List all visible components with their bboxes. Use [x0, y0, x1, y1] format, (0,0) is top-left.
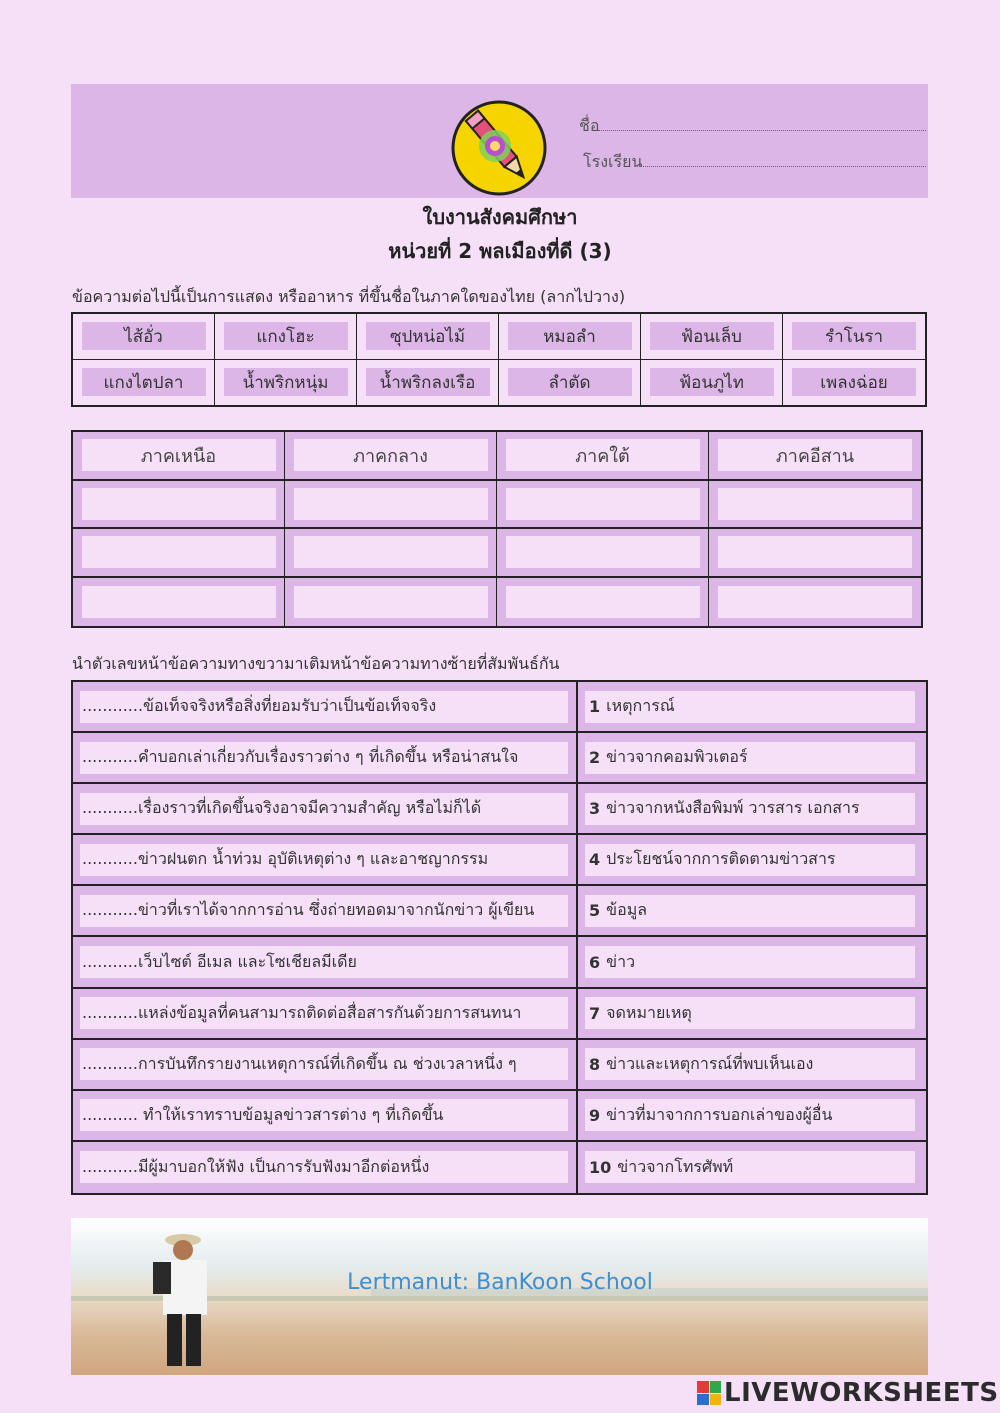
region-header-central: ภาคกลาง	[294, 439, 488, 471]
item-number: 5	[589, 901, 601, 921]
pencil-logo-icon	[451, 100, 547, 196]
matching-left-item[interactable]: ...........ข่าวที่เราได้จากการอ่าน ซึ่งถ่ายทอดมาจากนักข่าว ผู้เขียน	[80, 895, 568, 927]
choices-table	[71, 312, 927, 407]
choice-chip[interactable]: รำโนรา	[792, 322, 916, 350]
drop-zone[interactable]	[718, 586, 912, 618]
item-text: ข้อมูล	[606, 900, 648, 920]
item-number: 3	[589, 799, 601, 819]
item-text: จดหมายเหตุ	[606, 1002, 692, 1022]
drop-zone[interactable]	[82, 536, 276, 568]
matching-right-item	[585, 844, 915, 876]
matching-left-item[interactable]: ...........คำบอกเล่าเกี่ยวกับเรื่องราวต่าง ๆ ที่เกิดขึ้น หรือน่าสนใจ	[80, 742, 568, 774]
matching-left-item[interactable]: ...........มีผู้มาบอกให้ฟัง เป็นการรับฟังมาอีกต่อหนึ่ง	[80, 1151, 568, 1183]
choice-chip[interactable]: น้ำพริกลงเรือ	[366, 368, 490, 396]
item-text: ข่าวและเหตุการณ์ที่พบเห็นเอง	[606, 1053, 814, 1073]
matching-right-item	[585, 793, 915, 825]
item-text: ประโยชน์จากการติดตามข่าวสาร	[606, 849, 836, 869]
choice-chip[interactable]: ไส้อั่ว	[82, 322, 206, 350]
choice-chip[interactable]: น้ำพริกหนุ่ม	[224, 368, 348, 396]
item-text: ข่าวที่มาจากการบอกเล่าของผู้อื่น	[606, 1104, 833, 1124]
drop-zone[interactable]	[82, 586, 276, 618]
matching-right-item	[585, 895, 915, 927]
liveworksheets-brand	[697, 1378, 999, 1408]
choice-chip[interactable]: ฟ้อนเล็บ	[650, 322, 774, 350]
item-text: ข่าวจากคอมพิวเตอร์	[606, 747, 748, 767]
drop-zone[interactable]	[718, 536, 912, 568]
item-text: ข่าวจากหนังสือพิมพ์ วารสาร เอกสาร	[606, 798, 860, 818]
item-number: 7	[589, 1003, 601, 1023]
school-label: โรงเรียน	[583, 152, 643, 171]
matching-left-item[interactable]: ...........การบันทึกรายงานเหตุการณ์ที่เกิดขึ้น ณ ช่วงเวลาหนึ่ง ๆ	[80, 1048, 568, 1080]
choice-chip[interactable]: ซุปหน่อไม้	[366, 322, 490, 350]
matching-right-item	[585, 691, 915, 723]
matching-right-item	[585, 1151, 915, 1183]
drop-zone[interactable]	[506, 488, 700, 520]
section1-instruction: ข้อความต่อไปนี้เป็นการแสดง หรืออาหาร ที่ขึ้นชื่อในภาคใดของไทย (ลากไปวาง)	[72, 287, 626, 306]
matching-right-item	[585, 742, 915, 774]
matching-left-item[interactable]: ........... ทำให้เราทราบข้อมูลข่าวสารต่าง ๆ ที่เกิดขึ้น	[80, 1099, 568, 1131]
liveworksheets-logo-icon	[697, 1381, 721, 1405]
drop-zone[interactable]	[82, 488, 276, 520]
region-header-northeast: ภาคอีสาน	[718, 439, 912, 471]
matching-right-item	[585, 1099, 915, 1131]
item-text: เหตุการณ์	[606, 696, 675, 716]
name-field[interactable]	[598, 129, 926, 131]
school-field[interactable]	[637, 165, 926, 167]
name-label: ชื่อ	[579, 116, 600, 135]
matching-left-item[interactable]: ...........เรื่องราวที่เกิดขึ้นจริงอาจมีความสำคัญ หรือไม่ก็ได้	[80, 793, 568, 825]
matching-right-item	[585, 997, 915, 1029]
region-header-north: ภาคเหนือ	[82, 439, 276, 471]
matching-left-item[interactable]: ...........แหล่งข้อมูลที่คนสามารถติดต่อสื่อสารกันด้วยการสนทนา	[80, 997, 568, 1029]
drop-zone[interactable]	[294, 586, 488, 618]
matching-left-item[interactable]: ............ข้อเท็จจริงหรือสิ่งที่ยอมรับว่าเป็นข้อเท็จจริง	[80, 691, 568, 723]
matching-right-item	[585, 946, 915, 978]
page-title: ใบงานสังคมศึกษา	[422, 205, 578, 229]
item-number: 2	[589, 748, 601, 768]
footer-photo	[71, 1218, 928, 1375]
brand-name: LIVEWORKSHEETS	[724, 1378, 999, 1408]
matching-left-item[interactable]: ...........ข่าวฝนตก น้ำท่วม อุบัติเหตุต่าง ๆ และอาชญากรรม	[80, 844, 568, 876]
choice-chip[interactable]: ฟ้อนภูไท	[650, 368, 774, 396]
page-subtitle: หน่วยที่ 2 พลเมืองที่ดี (3)	[388, 239, 612, 263]
drop-zone[interactable]	[294, 488, 488, 520]
item-number: 4	[589, 850, 601, 870]
matching-right-item	[585, 1048, 915, 1080]
item-number: 8	[589, 1054, 601, 1074]
drop-zone[interactable]	[718, 488, 912, 520]
item-number: 6	[589, 952, 601, 972]
drop-zone[interactable]	[506, 536, 700, 568]
item-text: ข่าว	[606, 951, 636, 971]
choice-chip[interactable]: แกงโฮะ	[224, 322, 348, 350]
region-header-south: ภาคใต้	[506, 439, 700, 471]
item-number: 9	[589, 1105, 601, 1125]
choice-chip[interactable]: เพลงฉ่อย	[792, 368, 916, 396]
choice-chip[interactable]: แกงไตปลา	[82, 368, 206, 396]
regions-table	[71, 430, 923, 628]
matching-table	[71, 680, 928, 1195]
section2-instruction: นำตัวเลขหน้าข้อความทางขวามาเติมหน้าข้อความทางซ้ายที่สัมพันธ์กัน	[72, 654, 560, 673]
footer-caption: Lertmanut: BanKoon School	[347, 1270, 653, 1295]
item-text: ข่าวจากโทรศัพท์	[617, 1156, 734, 1176]
item-number: 1	[589, 697, 601, 717]
item-number: 10	[589, 1157, 612, 1177]
matching-left-item[interactable]: ...........เว็บไซต์ อีเมล และโซเชียลมีเดีย	[80, 946, 568, 978]
choice-chip[interactable]: ลำตัด	[508, 368, 632, 396]
drop-zone[interactable]	[506, 586, 700, 618]
choice-chip[interactable]: หมอลำ	[508, 322, 632, 350]
drop-zone[interactable]	[294, 536, 488, 568]
